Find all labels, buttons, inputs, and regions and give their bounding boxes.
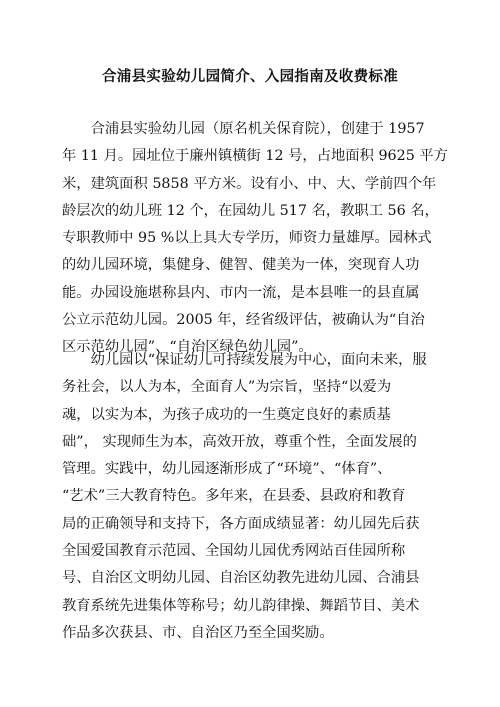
text-line: “艺术”三大教育特色。多年来，在县委、县政府和教育 [62,488,406,505]
text-line: 魂，以实为本，为孩子成功的一生奠定良好的素质基 [62,406,391,423]
text-line: 的幼儿园环境，集健身、健智、健美为一体，突现育人功 [62,257,420,274]
text-line: 能。办园设施堪称县内、市内一流，是本县唯一的县直属 [62,284,420,301]
text-line: 龄层次的幼儿班 12 个，在园幼儿 517 名，教职工 56 名， [62,202,439,219]
text-line: 米，建筑面积 5858 平方米。设有小、中、大、学前四个年 [62,175,437,192]
text-line: 号、自治区文明幼儿园、自治区幼教先进幼儿园、合浦县 [62,570,420,587]
text-line: 合浦县实验幼儿园（原名机关保育院），创建于 1957 [62,121,425,137]
text-line: 全国爱国教育示范园、全国幼儿园优秀网站百佳园所称 [62,543,406,560]
text-line: 专职教师中 95 %以上具大专学历，师资力量雄厚。园林式 [62,230,432,247]
text-line: 务社会，以人为本，全面育人”为宗旨，坚持“以爱为 [62,379,392,396]
paragraph-introduction [62,116,448,362]
text-line: 区示范幼儿园”、“自治区绿色幼儿园”。 [62,339,313,356]
document-title: 合浦县实验幼儿园简介、入园指南及收费标准 [102,69,398,85]
text-line: 年 11 月。园址位于廉州镇横街 12 号，占地面积 9625 平方 [62,148,448,165]
text-line: 础”， 实现师生为本，高效开放，尊重个性，全面发展的 [62,433,417,450]
text-line: 公立示范幼儿园。2005 年，经省级评估，被确认为“自治 [62,312,425,329]
text-line: 管理。实践中，幼儿园逐渐形成了“环境”、“体育”、 [62,461,392,478]
text-line: 幼儿园以“保证幼儿可持续发展为中心，面向未来，服 [62,352,427,368]
text-line: 局的正确领导和支持下，各方面成绩显著：幼儿园先后获 [62,515,420,532]
paragraph-philosophy [62,347,444,647]
text-line: 教育系统先进集体等称号；幼儿韵律操、舞蹈节目、美术 [62,597,420,614]
text-line: 作品多次获县、市、自治区乃至全国奖励。 [62,624,334,641]
